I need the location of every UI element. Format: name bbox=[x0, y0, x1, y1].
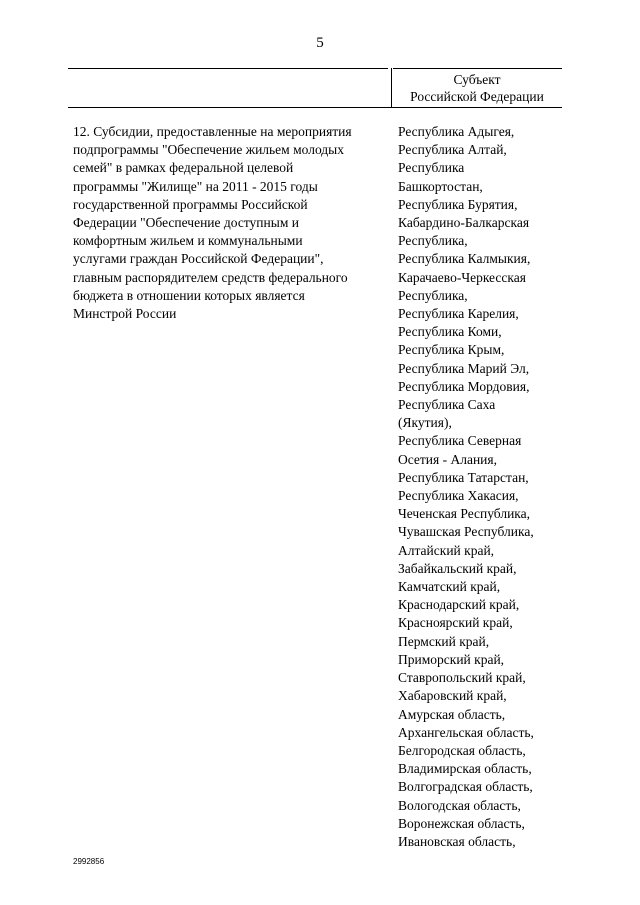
description-line: Федерации "Обеспечение доступным и bbox=[73, 215, 299, 231]
subject-list bbox=[398, 123, 568, 851]
subject-item: Республика Марий Эл, bbox=[398, 360, 530, 376]
subject-item: Башкортостан, bbox=[398, 178, 483, 194]
subject-item: Забайкальский край, bbox=[398, 560, 517, 576]
description-line: комфортным жильем и коммунальными bbox=[73, 233, 303, 249]
document-code: 2992856 bbox=[73, 857, 105, 866]
subject-item: Красноярский край, bbox=[398, 615, 513, 631]
description-line: программы "Жилище" на 2011 - 2015 годы bbox=[73, 178, 318, 194]
subject-item: Чувашская Республика, bbox=[398, 524, 534, 540]
header-top-rule-right bbox=[393, 68, 562, 69]
description-line: бюджета в отношении которых является bbox=[73, 287, 305, 303]
subject-item: Пермский край, bbox=[398, 633, 490, 649]
subject-header-line: Российской Федерации bbox=[410, 89, 544, 104]
subject-column-header bbox=[392, 71, 562, 105]
subject-item: Вологодская область, bbox=[398, 797, 521, 813]
subject-item: Карачаево-Черкесская bbox=[398, 269, 526, 285]
subject-header-line: Субъект bbox=[453, 72, 501, 87]
subject-item: Республика Коми, bbox=[398, 324, 502, 340]
subject-item: Владимирская область, bbox=[398, 761, 532, 777]
subject-item: Республика Северная bbox=[398, 433, 522, 449]
subsidy-description bbox=[73, 123, 391, 323]
subject-item: Республика Адыгея, bbox=[398, 124, 515, 139]
subject-item: Республика Калмыкия, bbox=[398, 251, 531, 267]
description-line: государственной программы Российской bbox=[73, 196, 308, 212]
page-number: 5 bbox=[316, 35, 324, 51]
subject-item: Республика, bbox=[398, 233, 468, 249]
subject-item: Волгоградская область, bbox=[398, 779, 533, 795]
subject-item: Ставропольский край, bbox=[398, 670, 526, 686]
subject-item: Республика bbox=[398, 160, 465, 176]
subject-item: Республика Саха bbox=[398, 397, 496, 413]
subject-item: Республика Хакасия, bbox=[398, 488, 519, 504]
subject-item: Республика Бурятия, bbox=[398, 196, 518, 212]
subject-item: Чеченская Республика, bbox=[398, 506, 531, 522]
subject-item: Архангельская область, bbox=[398, 724, 534, 740]
subject-item: Камчатский край, bbox=[398, 579, 501, 595]
subject-item: Кабардино-Балкарская bbox=[398, 215, 530, 231]
description-line: услугами граждан Российской Федерации", bbox=[73, 251, 324, 267]
subject-item: Амурская область, bbox=[398, 706, 506, 722]
subject-item: Республика Мордовия, bbox=[398, 378, 530, 394]
header-top-rule-left bbox=[68, 68, 388, 69]
description-line: семей" в рамках федеральной целевой bbox=[73, 160, 294, 176]
subject-item: Республика Карелия, bbox=[398, 306, 519, 322]
subject-item: Республика, bbox=[398, 287, 468, 303]
subject-item: Республика Крым, bbox=[398, 342, 505, 358]
description-line: Минстрой России bbox=[73, 306, 177, 322]
subject-item: Воронежская область, bbox=[398, 815, 525, 831]
subject-item: Республика Алтай, bbox=[398, 142, 507, 158]
header-bottom-rule bbox=[68, 107, 562, 108]
table-header bbox=[68, 68, 562, 108]
subject-item: Ивановская область, bbox=[398, 833, 516, 849]
description-line: подпрограммы "Обеспечение жильем молодых bbox=[73, 142, 344, 158]
subject-item: Приморский край, bbox=[398, 651, 505, 667]
subject-item: Алтайский край, bbox=[398, 542, 495, 558]
description-line: главным распорядителем средств федерального bbox=[73, 269, 348, 285]
description-line: 12. Субсидии, предоставленные на мероприятия bbox=[73, 124, 352, 139]
subject-item: Осетия - Алания, bbox=[398, 451, 497, 467]
subject-item: Хабаровский край, bbox=[398, 688, 507, 704]
subject-item: (Якутия), bbox=[398, 415, 452, 431]
subject-item: Краснодарский край, bbox=[398, 597, 520, 613]
subject-item: Республика Татарстан, bbox=[398, 469, 529, 485]
subject-item: Белгородская область, bbox=[398, 742, 526, 758]
